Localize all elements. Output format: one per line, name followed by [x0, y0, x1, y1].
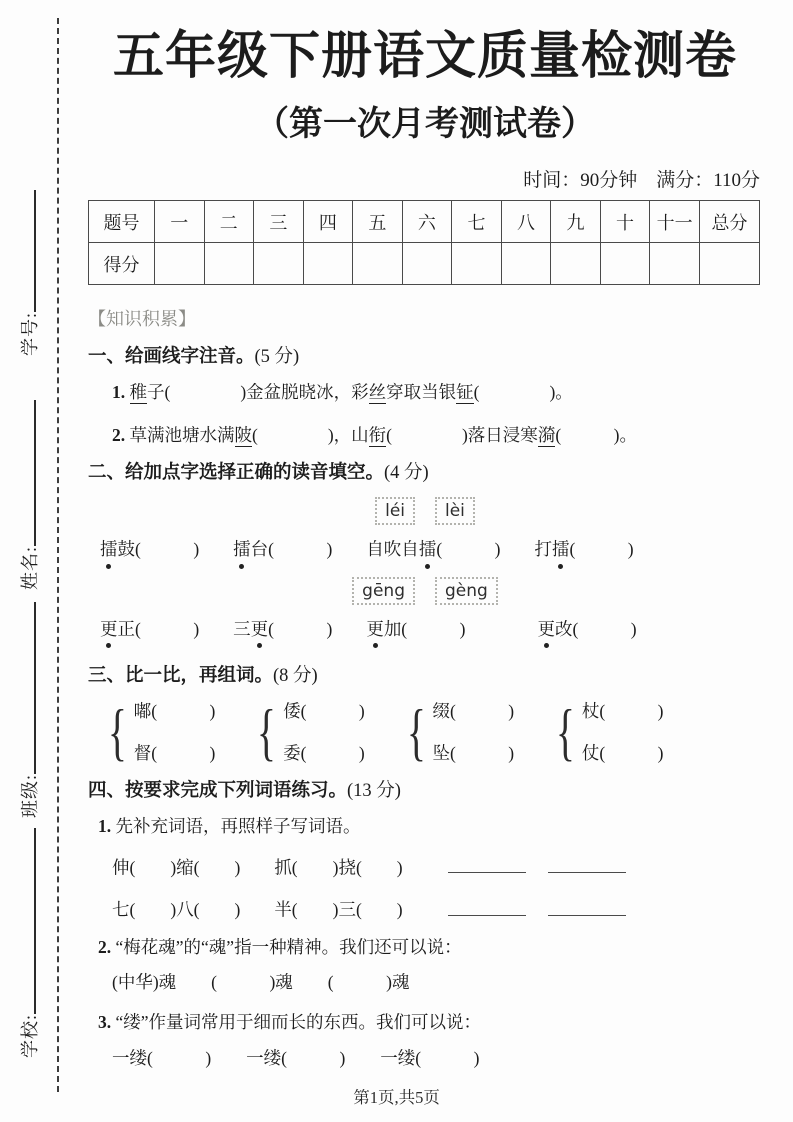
- seal-label-name: 姓名:: [20, 545, 40, 590]
- question-4-sub-3-row: 一缕( ) 一缕( ) 一缕( ): [112, 1048, 480, 1069]
- question-2-row-lei: 擂鼓( ) 擂台( ) 自吹自擂( ) 打擂( ): [100, 538, 634, 559]
- score-empty-cell: [551, 243, 601, 285]
- page-title: 五年级下册语文质量检测卷: [112, 29, 737, 85]
- brace-icon: {: [406, 695, 426, 767]
- score-header-cell: 题号: [89, 201, 155, 243]
- brace-icon: {: [257, 695, 277, 767]
- pair-bottom-word: 坠( ): [432, 743, 515, 764]
- question-1-item-2: 2. 草满池塘水满陂( )，山衔( )落日浸寒漪( )。: [112, 425, 637, 446]
- question-2-score: (4 分): [384, 462, 429, 483]
- word-pair: [102, 695, 216, 767]
- question-4-sub-1-row-2: 七( )八( ) 半( )三( ): [88, 897, 762, 921]
- score-empty-cell: [700, 243, 760, 285]
- question-4-sub-1-row-1: 伸( )缩( ) 抓( )挠( ): [88, 855, 762, 879]
- seal-blank-student-number: [17, 190, 36, 312]
- question-2-pinyin-options-geng: gēng gèng: [88, 577, 762, 605]
- question-4-sub-1-title: 1. 先补充词语，再照样子写词语。: [98, 816, 361, 837]
- brace-icon: {: [107, 695, 127, 767]
- seal-label-school: 学校:: [20, 1013, 40, 1058]
- score-header-cell: 六: [402, 201, 452, 243]
- question-2-title: [88, 461, 762, 485]
- question-4-sub-3-title: 3. “缕”作量词常用于细而长的东西。我们可以说：: [98, 1012, 482, 1033]
- score-header-cell: 十: [600, 201, 650, 243]
- section-tag: 【知识积累】: [88, 309, 196, 330]
- exam-meta: 时间：90分钟 满分：110分: [523, 170, 760, 192]
- question-3-title-text: 三、比一比，再组词。: [88, 664, 274, 686]
- question-3-score: (8 分): [273, 666, 318, 687]
- brace-icon: {: [555, 695, 576, 767]
- score-empty-cell: [254, 243, 304, 285]
- score-header-cell: 十一: [650, 201, 700, 243]
- score-empty-cell: [303, 243, 353, 285]
- question-1-item-1: 1. 稚子( )金盆脱晓冰，彩丝穿取当银钲( )。: [112, 382, 573, 403]
- question-3-title: [88, 664, 762, 688]
- seal-dashed-line: [57, 18, 59, 1092]
- score-table-header-row: [89, 201, 760, 243]
- page-number-footer: 第1页,共5页: [353, 1088, 440, 1107]
- question-1-score: (5 分): [254, 347, 300, 368]
- question-1-title-text: 一、给画线字注音。: [88, 345, 255, 367]
- score-empty-cell: [600, 243, 650, 285]
- score-header-cell: 五: [353, 201, 403, 243]
- score-empty-cell: [402, 243, 452, 285]
- score-header-cell: 三: [254, 201, 304, 243]
- question-2-pinyin-options-lei: léi lèi: [88, 497, 762, 525]
- pair-bottom-word: 督( ): [133, 743, 216, 764]
- question-3-pairs: [88, 695, 762, 767]
- score-header-cell: 总分: [700, 201, 760, 243]
- pair-bottom-word: 仗( ): [581, 743, 664, 764]
- question-4-title-text: 四、按要求完成下列词语练习。: [88, 779, 348, 801]
- score-header-cell: 二: [204, 201, 254, 243]
- question-4-sub-2-title: 2. “梅花魂”的“魂”指一种精神。我们还可以说：: [98, 936, 462, 957]
- question-2-title-text: 二、给加点字选择正确的读音填空。: [88, 460, 385, 482]
- seal-label-student-number: 学号:: [20, 311, 40, 356]
- seal-blank-class: [17, 602, 36, 774]
- question-4-sub-2-row: (中华)魂 ( )魂 ( )魂: [112, 972, 410, 993]
- score-empty-cell: [204, 243, 254, 285]
- score-empty-cell: [501, 243, 551, 285]
- question-4-title: [88, 779, 762, 803]
- pair-top-word: 倭( ): [283, 701, 365, 722]
- question-2-row-geng: 更正( ) 三更( ) 更加( ) 更改( ): [100, 618, 637, 639]
- score-header-cell: 四: [303, 201, 353, 243]
- score-empty-cell: [650, 243, 700, 285]
- score-empty-cell: [452, 243, 502, 285]
- score-header-cell: 一: [155, 201, 205, 243]
- score-header-cell: 九: [551, 201, 601, 243]
- score-table-score-row: [89, 243, 760, 285]
- pair-top-word: 嘟( ): [133, 701, 216, 722]
- question-4-score: (13 分): [347, 781, 401, 802]
- score-header-cell: 八: [501, 201, 551, 243]
- score-header-cell: 七: [452, 201, 502, 243]
- exam-content: [88, 0, 762, 1070]
- seal-info-strip: [16, 58, 42, 1058]
- score-empty-cell: [353, 243, 403, 285]
- pair-top-word: 杖( ): [581, 701, 664, 722]
- page-subtitle: （第一次月考测试卷）: [255, 105, 595, 143]
- seal-label-class: 班级:: [20, 773, 40, 818]
- seal-blank-school: [17, 828, 36, 1014]
- word-pair: [550, 695, 664, 767]
- word-pair: [401, 695, 515, 767]
- score-table: [88, 200, 760, 285]
- pair-bottom-word: 委( ): [283, 743, 365, 764]
- question-1-title: [88, 345, 762, 369]
- pair-top-word: 缀( ): [432, 701, 515, 722]
- word-pair: [251, 695, 365, 767]
- score-empty-cell: [155, 243, 205, 285]
- seal-blank-name: [17, 400, 36, 546]
- score-row-label: 得分: [89, 243, 155, 285]
